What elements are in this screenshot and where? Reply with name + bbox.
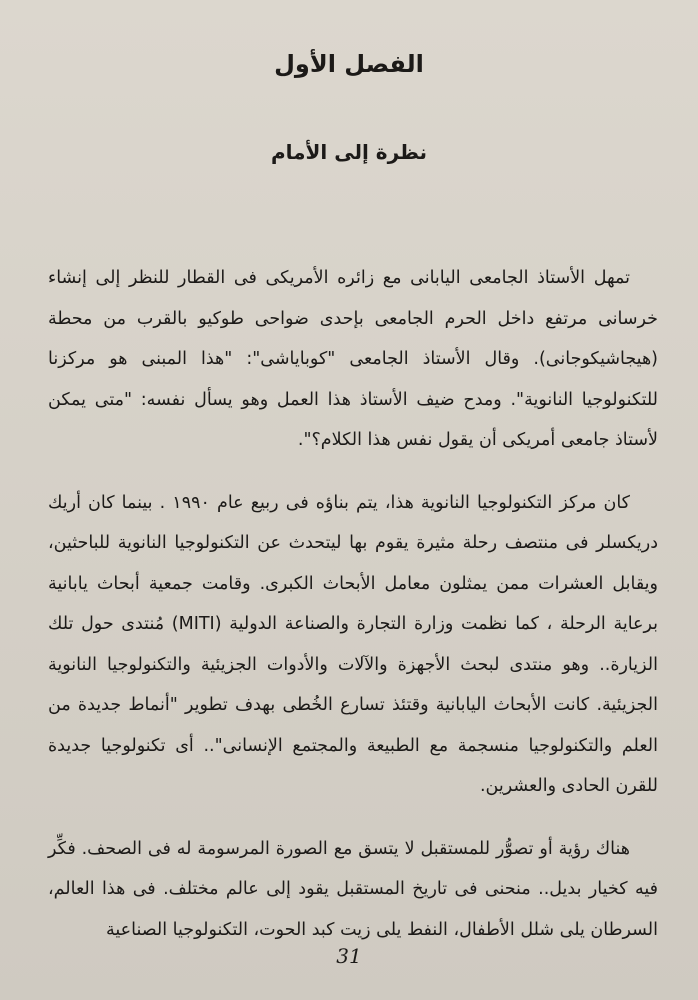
chapter-title: الفصل الأول (274, 50, 424, 78)
paragraph: كان مركز التكنولوجيا النانوية هذا، يتم بناؤه فى ربيع عام ١٩٩٠ . بينما كان أريك دريكسلر فى منتصف رحلة مثيرة يقوم بها ليتحدث عن التكنولوجيا النانوية للباحثين، ويقابل العشرات ممن يمثلون معامل الأبحاث الكبرى. وقامت جمعية أبحاث يابانية برعاية الرحلة ، كما نظمت وزارة التجارة والصناعة الدولية (MITI) مُنتدى حول تلك الزيارة.. وهو منتدى لبحث الأجهزة والآلات والأدوات الجزيئية والتكنولوجيا النانوية الجزيئية. كانت الأبحاث اليابانية وقتئذ تسارع الخُطى بهدف تطوير "أنماط جديدة من العلم والتكنولوجيا منسجمة مع الطبيعة والمجتمع الإنسانى".. أى تكنولوجيا جديدة للقرن الحادى والعشرين. (48, 492, 659, 796)
paragraph: هناك رؤية أو تصوُّر للمستقبل لا يتسق مع الصورة المرسومة له فى الصحف. فكِّر فيه كخيار بديل.. منحنى فى تاريخ المستقبل يقود إلى عالم مختلف. فى هذا العالم، السرطان يلى شلل الأطفال، النفط يلى زيت كبد الحوت، التكنولوجيا الصناعية (48, 838, 658, 940)
page-number: 31 (336, 944, 362, 968)
paragraph: تمهل الأستاذ الجامعى اليابانى مع زائره الأمريكى فى القطار للنظر إلى إنشاء خرسانى مرتفع داخل الحرم الجامعى بإحدى ضواحى طوكيو بالقرب من محطة (هيجاشيكوجانى). وقال الأستاذ الجامعى "كوباياشى": "هذا المبنى هو مركزنا للتكنولوجيا النانوية". ومدح ضيف الأستاذ هذا العمل وهو يسأل نفسه: "متى يمكن لأستاذ جامعى أمريكى أن يقول نفس هذا الكلام؟". (48, 268, 658, 450)
body-text (48, 258, 658, 950)
section-title: نظرة إلى الأمام (270, 140, 428, 164)
